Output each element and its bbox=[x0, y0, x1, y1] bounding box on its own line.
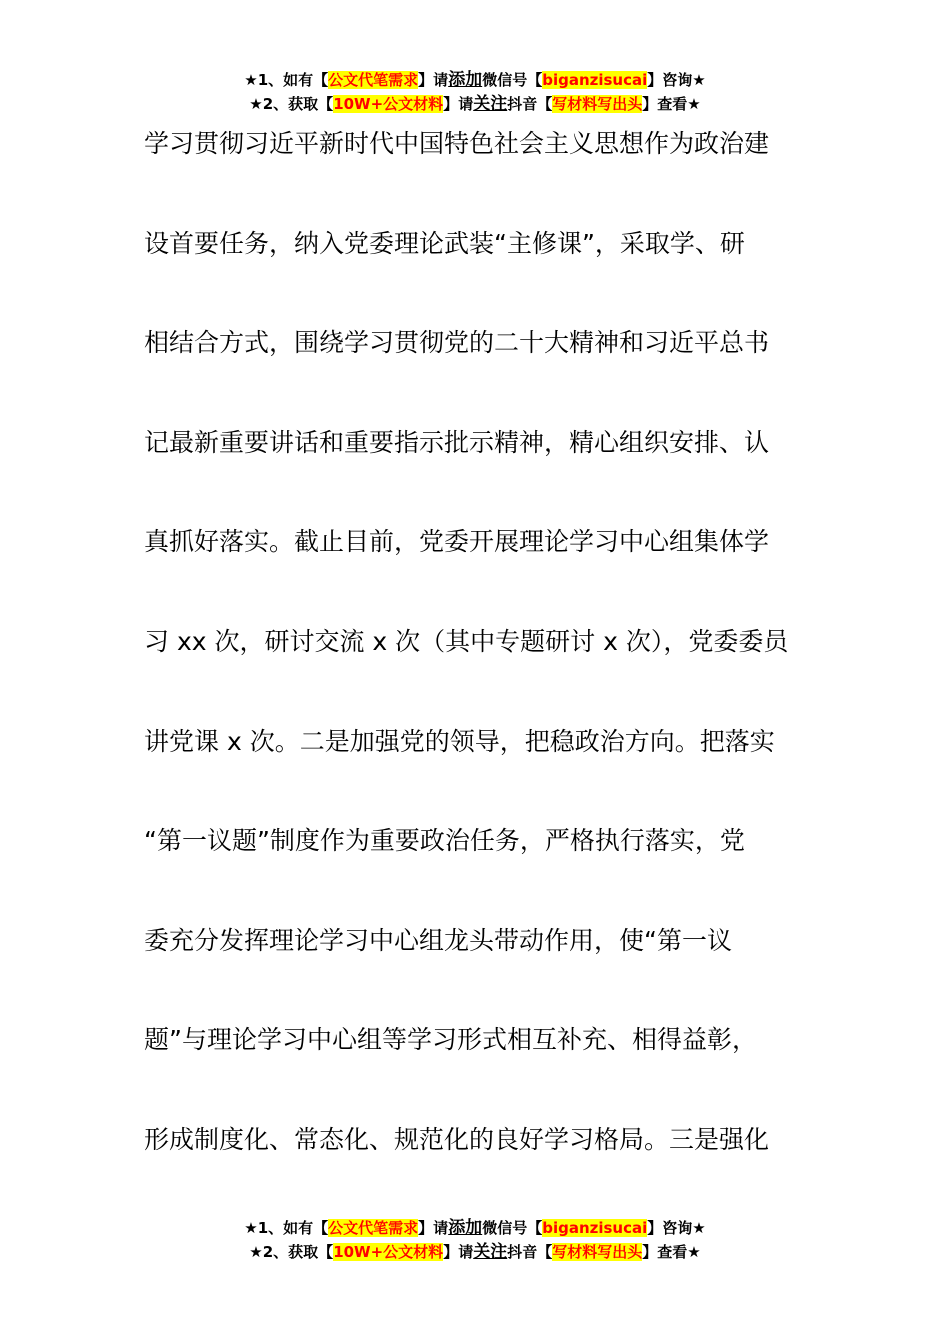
banner-text: ★2、获取【 bbox=[249, 95, 334, 113]
banner-text: 抖音【 bbox=[507, 95, 553, 113]
banner-line-1 bbox=[0, 68, 950, 92]
body-line: 设首要任务，纳入党委理论武装“主修课”，采取学、研 bbox=[144, 228, 745, 258]
body-line: 相结合方式，围绕学习贯彻党的二十大精神和习近平总书 bbox=[144, 328, 770, 358]
banner-text: 】咨询★ bbox=[647, 71, 706, 89]
body-line: 委充分发挥理论学习中心组龙头带动作用，使“第一议 bbox=[144, 925, 732, 955]
header-banner bbox=[0, 68, 950, 116]
body-line: 学习贯彻习近平新时代中国特色社会主义思想作为政治建 bbox=[144, 129, 770, 158]
banner-text: 微信号【 bbox=[482, 71, 543, 89]
highlight-materials: 10W+公文材料 bbox=[333, 1243, 444, 1261]
highlight-wechat-id: biganzisucai bbox=[542, 71, 648, 89]
banner-line-2 bbox=[0, 92, 950, 116]
body-line: 讲党课 x 次。二是加强党的领导，把稳政治方向。把落实 bbox=[144, 726, 775, 756]
banner-text: 】咨询★ bbox=[647, 1219, 706, 1237]
banner-text: 】请 bbox=[418, 1219, 449, 1237]
banner-text: 】请 bbox=[443, 1243, 474, 1261]
underlined-text: 关注 bbox=[473, 1242, 508, 1262]
banner-text: 】请 bbox=[443, 95, 474, 113]
banner-line-2 bbox=[0, 1240, 950, 1264]
highlight-service: 公文代笔需求 bbox=[328, 71, 419, 89]
underlined-text: 添加 bbox=[448, 1218, 483, 1238]
body-line: 记最新重要讲话和重要指示批示精神，精心组织安排、认 bbox=[144, 427, 770, 457]
banner-text: 】请 bbox=[418, 71, 449, 89]
body-line: “第一议题”制度作为重要政治任务，严格执行落实，党 bbox=[144, 826, 745, 856]
footer-banner bbox=[0, 1216, 950, 1264]
banner-text: 】查看★ bbox=[642, 1243, 701, 1261]
highlight-service: 公文代笔需求 bbox=[328, 1219, 419, 1237]
banner-text: ★1、如有【 bbox=[244, 1219, 329, 1237]
banner-line-1 bbox=[0, 1216, 950, 1240]
underlined-text: 添加 bbox=[448, 70, 483, 90]
body-line: 题”与理论学习中心组等学习形式相互补充、相得益彰， bbox=[144, 1025, 757, 1055]
document-body bbox=[144, 120, 824, 1216]
body-line: 真抓好落实。截止目前，党委开展理论学习中心组集体学 bbox=[144, 527, 770, 557]
body-line: 习 xx 次，研讨交流 x 次（其中专题研讨 x 次），党委委员 bbox=[144, 626, 789, 656]
banner-text: 微信号【 bbox=[482, 1219, 543, 1237]
banner-text: 】查看★ bbox=[642, 95, 701, 113]
underlined-text: 关注 bbox=[473, 94, 508, 114]
highlight-materials: 10W+公文材料 bbox=[333, 95, 444, 113]
banner-text: ★1、如有【 bbox=[244, 71, 329, 89]
banner-text: ★2、获取【 bbox=[249, 1243, 334, 1261]
highlight-douyin: 写材料写出头 bbox=[552, 1243, 643, 1261]
highlight-douyin: 写材料写出头 bbox=[552, 95, 643, 113]
highlight-wechat-id: biganzisucai bbox=[542, 1219, 648, 1237]
banner-text: 抖音【 bbox=[507, 1243, 553, 1261]
body-line: 形成制度化、常态化、规范化的良好学习格局。三是强化 bbox=[144, 1124, 770, 1154]
